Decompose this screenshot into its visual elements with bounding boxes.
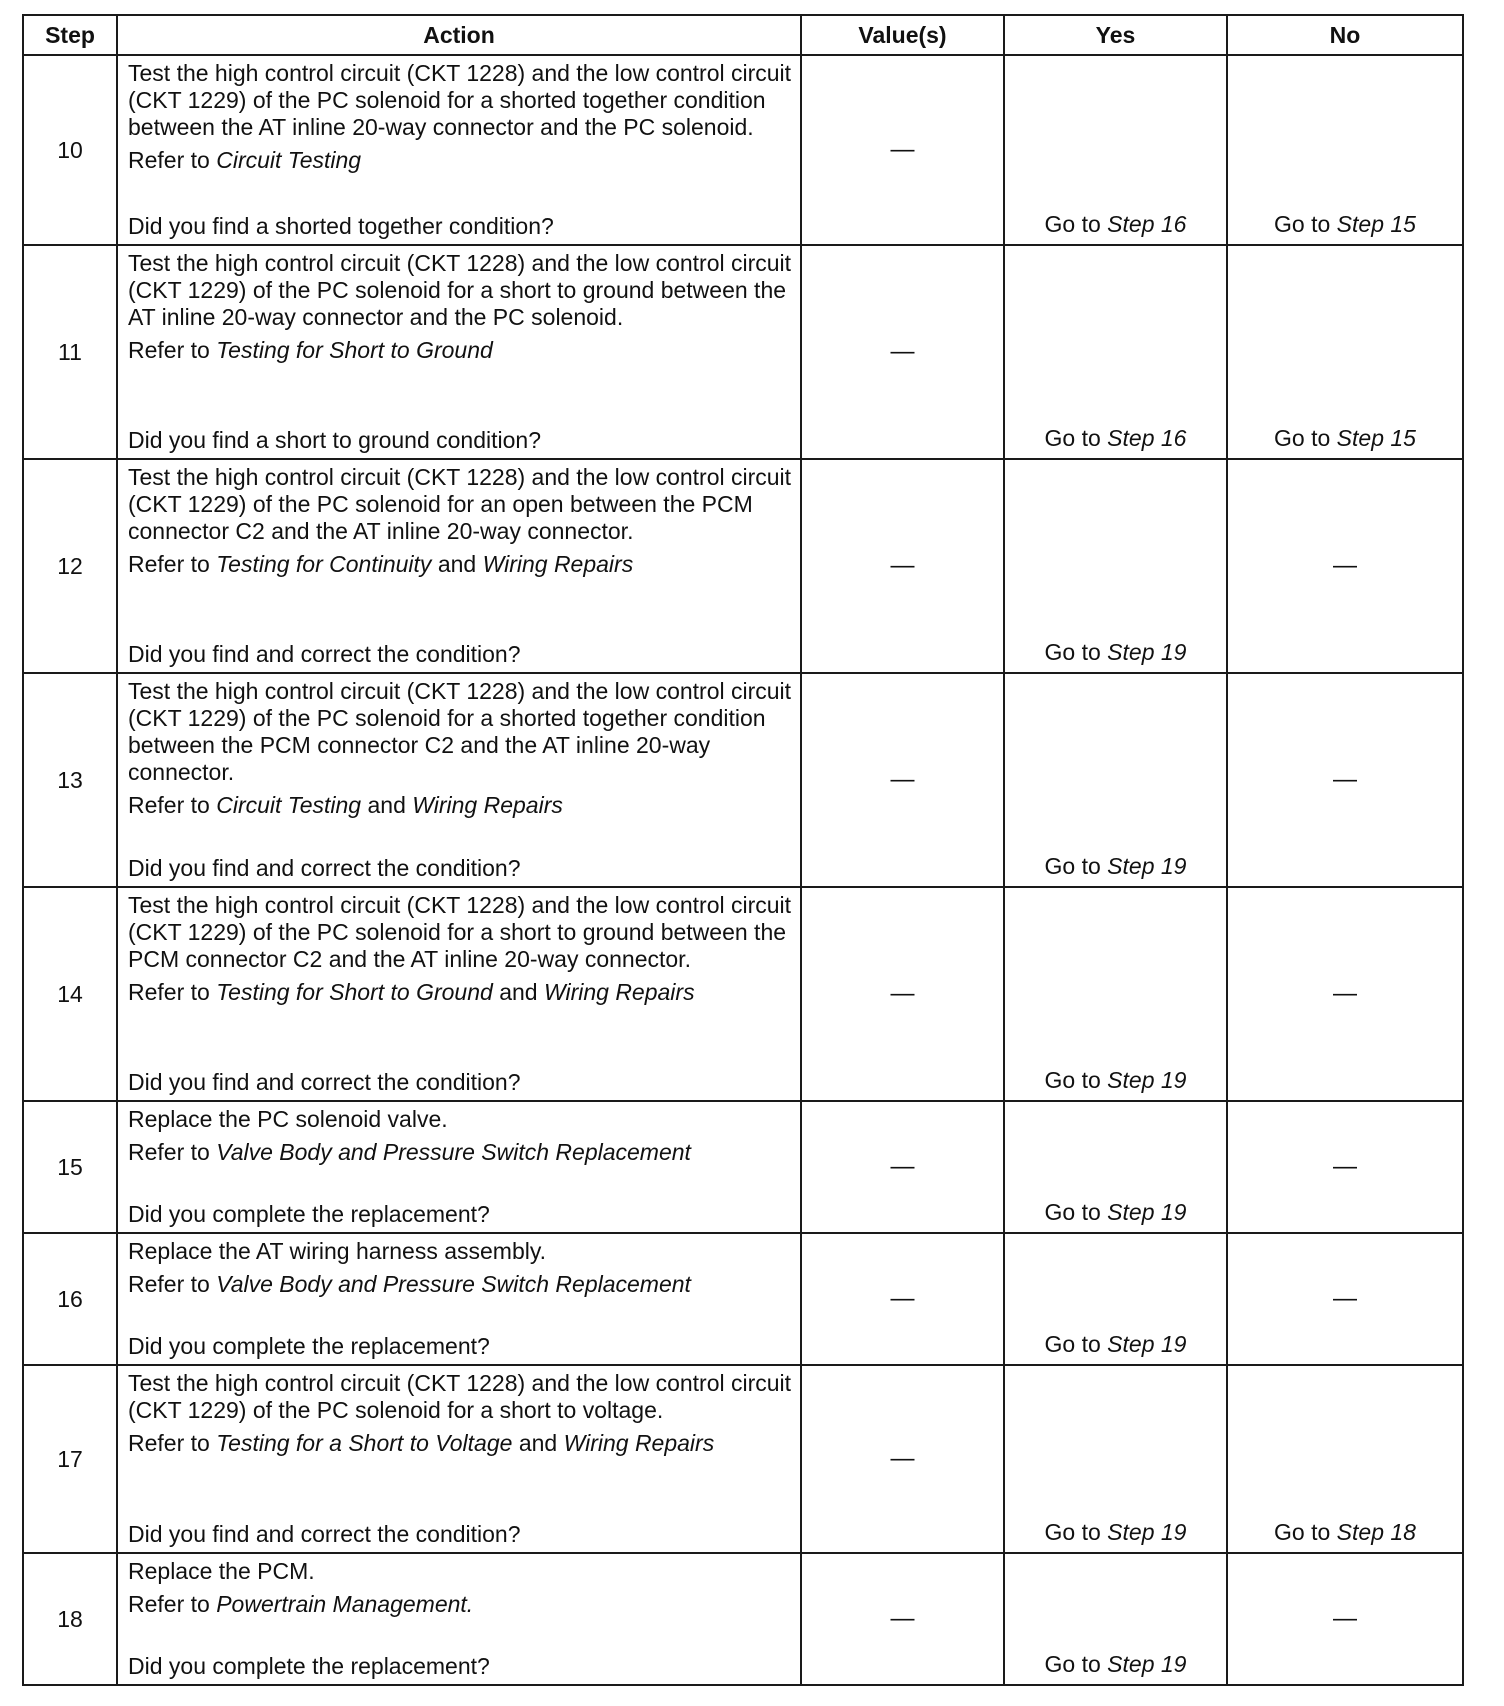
ref-link: Wiring Repairs <box>482 551 634 577</box>
ref-link: Circuit Testing <box>216 792 362 818</box>
step-number: 13 <box>23 673 117 887</box>
action-test-text: Test the high control circuit (CKT 1228) and the low control circuit (CKT 1229) of the PC solenoid for an open between the PCM connector C2 and the AT inline 20-way connector. <box>128 464 792 544</box>
action-reference <box>128 1430 792 1457</box>
ref-link: Valve Body and Pressure Switch Replacement <box>216 1271 691 1297</box>
ref-link: Powertrain Management. <box>216 1591 474 1617</box>
goto-step: Step 19 <box>1107 853 1187 879</box>
goto-step: Step 19 <box>1107 1519 1187 1545</box>
action-test-text: Replace the PC solenoid valve. <box>128 1106 448 1132</box>
ref-link: Wiring Repairs <box>563 1430 715 1456</box>
no-cell <box>1227 245 1463 459</box>
ref-prefix: Refer to <box>128 1430 217 1456</box>
yes-cell <box>1004 245 1227 459</box>
table-row <box>23 1101 1463 1233</box>
goto-prefix: Go to <box>1044 1199 1108 1225</box>
action-question: Did you find and correct the condition? <box>128 1521 521 1547</box>
goto-prefix: Go to <box>1274 211 1337 237</box>
table-row <box>23 245 1463 459</box>
goto-step: Step 16 <box>1107 211 1187 237</box>
no-cell: — <box>1227 673 1463 887</box>
action-question: Did you find a shorted together condition? <box>128 213 554 239</box>
goto-prefix: Go to <box>1274 1519 1337 1545</box>
goto-prefix: Go to <box>1044 1067 1108 1093</box>
value-cell: — <box>801 1365 1004 1553</box>
ref-prefix: Refer to <box>128 337 217 363</box>
action-question: Did you find a short to ground condition? <box>128 427 541 453</box>
value-cell: — <box>801 459 1004 673</box>
action-cell <box>117 459 801 673</box>
table-row <box>23 673 1463 887</box>
yes-cell <box>1004 1101 1227 1233</box>
action-cell <box>117 1553 801 1685</box>
step-number: 16 <box>23 1233 117 1365</box>
no-cell <box>1227 55 1463 245</box>
action-question: Did you find and correct the condition? <box>128 1069 521 1095</box>
table-row <box>23 459 1463 673</box>
ref-link: Testing for Continuity <box>216 551 432 577</box>
action-reference <box>128 979 792 1006</box>
value-cell: — <box>801 673 1004 887</box>
step-number: 12 <box>23 459 117 673</box>
action-cell <box>117 1233 801 1365</box>
goto-prefix: Go to <box>1044 1651 1108 1677</box>
ref-and: and <box>512 1430 564 1456</box>
yes-cell <box>1004 1365 1227 1553</box>
action-cell <box>117 1101 801 1233</box>
action-question: Did you find and correct the condition? <box>128 855 521 881</box>
ref-link: Circuit Testing <box>216 147 362 173</box>
goto-prefix: Go to <box>1044 1519 1108 1545</box>
yes-cell <box>1004 887 1227 1101</box>
no-cell: — <box>1227 1553 1463 1685</box>
table-row <box>23 55 1463 245</box>
table-row <box>23 1553 1463 1685</box>
action-reference <box>128 1271 792 1298</box>
ref-link: Testing for Short to Ground <box>216 337 493 363</box>
action-question: Did you find and correct the condition? <box>128 641 521 667</box>
ref-link: Valve Body and Pressure Switch Replacement <box>216 1139 691 1165</box>
goto-step: Step 15 <box>1336 425 1416 451</box>
ref-link: Testing for a Short to Voltage <box>216 1430 513 1456</box>
header-yes: Yes <box>1004 15 1227 55</box>
action-reference <box>128 147 792 174</box>
step-number: 17 <box>23 1365 117 1553</box>
ref-and: and <box>361 792 413 818</box>
no-cell: — <box>1227 459 1463 673</box>
header-action: Action <box>117 15 801 55</box>
table-row <box>23 1365 1463 1553</box>
step-number: 10 <box>23 55 117 245</box>
yes-cell <box>1004 55 1227 245</box>
header-no: No <box>1227 15 1463 55</box>
ref-link: Testing for Short to Ground <box>216 979 493 1005</box>
yes-cell <box>1004 673 1227 887</box>
goto-prefix: Go to <box>1044 639 1108 665</box>
no-cell <box>1227 1365 1463 1553</box>
goto-prefix: Go to <box>1044 1331 1108 1357</box>
step-number: 15 <box>23 1101 117 1233</box>
action-test-text: Replace the PCM. <box>128 1558 315 1584</box>
step-number: 14 <box>23 887 117 1101</box>
ref-prefix: Refer to <box>128 792 217 818</box>
action-cell <box>117 887 801 1101</box>
table-row <box>23 887 1463 1101</box>
goto-step: Step 19 <box>1107 1067 1187 1093</box>
action-test-text: Test the high control circuit (CKT 1228) and the low control circuit (CKT 1229) of the PC solenoid for a short to voltage. <box>128 1370 792 1423</box>
action-reference <box>128 1139 792 1166</box>
goto-prefix: Go to <box>1274 425 1337 451</box>
value-cell: — <box>801 887 1004 1101</box>
action-question: Did you complete the replacement? <box>128 1333 490 1359</box>
step-number: 11 <box>23 245 117 459</box>
action-cell <box>117 55 801 245</box>
action-test-text: Test the high control circuit (CKT 1228) and the low control circuit (CKT 1229) of the PC solenoid for a short to ground between the PCM connector C2 and the AT inline 20-way connector. <box>128 892 792 972</box>
goto-step: Step 19 <box>1107 1651 1187 1677</box>
action-reference <box>128 337 792 364</box>
action-reference <box>128 792 792 819</box>
action-question: Did you complete the replacement? <box>128 1201 490 1227</box>
ref-prefix: Refer to <box>128 147 217 173</box>
action-test-text: Test the high control circuit (CKT 1228) and the low control circuit (CKT 1229) of the PC solenoid for a shorted together condition between the PCM connector C2 and the AT inline 20-way connector. <box>128 678 792 785</box>
action-cell <box>117 1365 801 1553</box>
action-cell <box>117 245 801 459</box>
diagnostic-page <box>22 14 1462 1686</box>
ref-and: and <box>492 979 544 1005</box>
no-cell: — <box>1227 1233 1463 1365</box>
action-cell <box>117 673 801 887</box>
goto-step: Step 19 <box>1107 1199 1187 1225</box>
header-step: Step <box>23 15 117 55</box>
goto-step: Step 19 <box>1107 1331 1187 1357</box>
goto-step: Step 15 <box>1336 211 1416 237</box>
table-row <box>23 1233 1463 1365</box>
yes-cell <box>1004 459 1227 673</box>
action-question: Did you complete the replacement? <box>128 1653 490 1679</box>
goto-prefix: Go to <box>1044 211 1108 237</box>
ref-prefix: Refer to <box>128 979 217 1005</box>
ref-prefix: Refer to <box>128 1591 217 1617</box>
ref-and: and <box>431 551 483 577</box>
ref-link: Wiring Repairs <box>412 792 563 818</box>
action-test-text: Test the high control circuit (CKT 1228) and the low control circuit (CKT 1229) of the PC solenoid for a shorted together condition between the AT inline 20-way connector and the PC solenoid. <box>128 60 792 140</box>
no-cell: — <box>1227 1101 1463 1233</box>
action-test-text: Test the high control circuit (CKT 1228) and the low control circuit (CKT 1229) of the PC solenoid for a short to ground between the AT inline 20-way connector and the PC solenoid. <box>128 250 792 330</box>
goto-prefix: Go to <box>1044 425 1108 451</box>
value-cell: — <box>801 55 1004 245</box>
value-cell: — <box>801 1101 1004 1233</box>
header-values: Value(s) <box>801 15 1004 55</box>
no-cell: — <box>1227 887 1463 1101</box>
action-test-text: Replace the AT wiring harness assembly. <box>128 1238 547 1264</box>
step-number: 18 <box>23 1553 117 1685</box>
action-reference <box>128 551 792 578</box>
value-cell: — <box>801 245 1004 459</box>
goto-prefix: Go to <box>1044 853 1108 879</box>
diagnostic-table <box>22 14 1464 1686</box>
action-reference <box>128 1591 792 1618</box>
ref-prefix: Refer to <box>128 551 217 577</box>
ref-prefix: Refer to <box>128 1271 217 1297</box>
goto-step: Step 18 <box>1336 1519 1416 1545</box>
yes-cell <box>1004 1233 1227 1365</box>
goto-step: Step 19 <box>1107 639 1187 665</box>
header-row <box>23 15 1463 55</box>
value-cell: — <box>801 1233 1004 1365</box>
yes-cell <box>1004 1553 1227 1685</box>
ref-link: Wiring Repairs <box>543 979 695 1005</box>
ref-prefix: Refer to <box>128 1139 217 1165</box>
value-cell: — <box>801 1553 1004 1685</box>
goto-step: Step 16 <box>1107 425 1187 451</box>
